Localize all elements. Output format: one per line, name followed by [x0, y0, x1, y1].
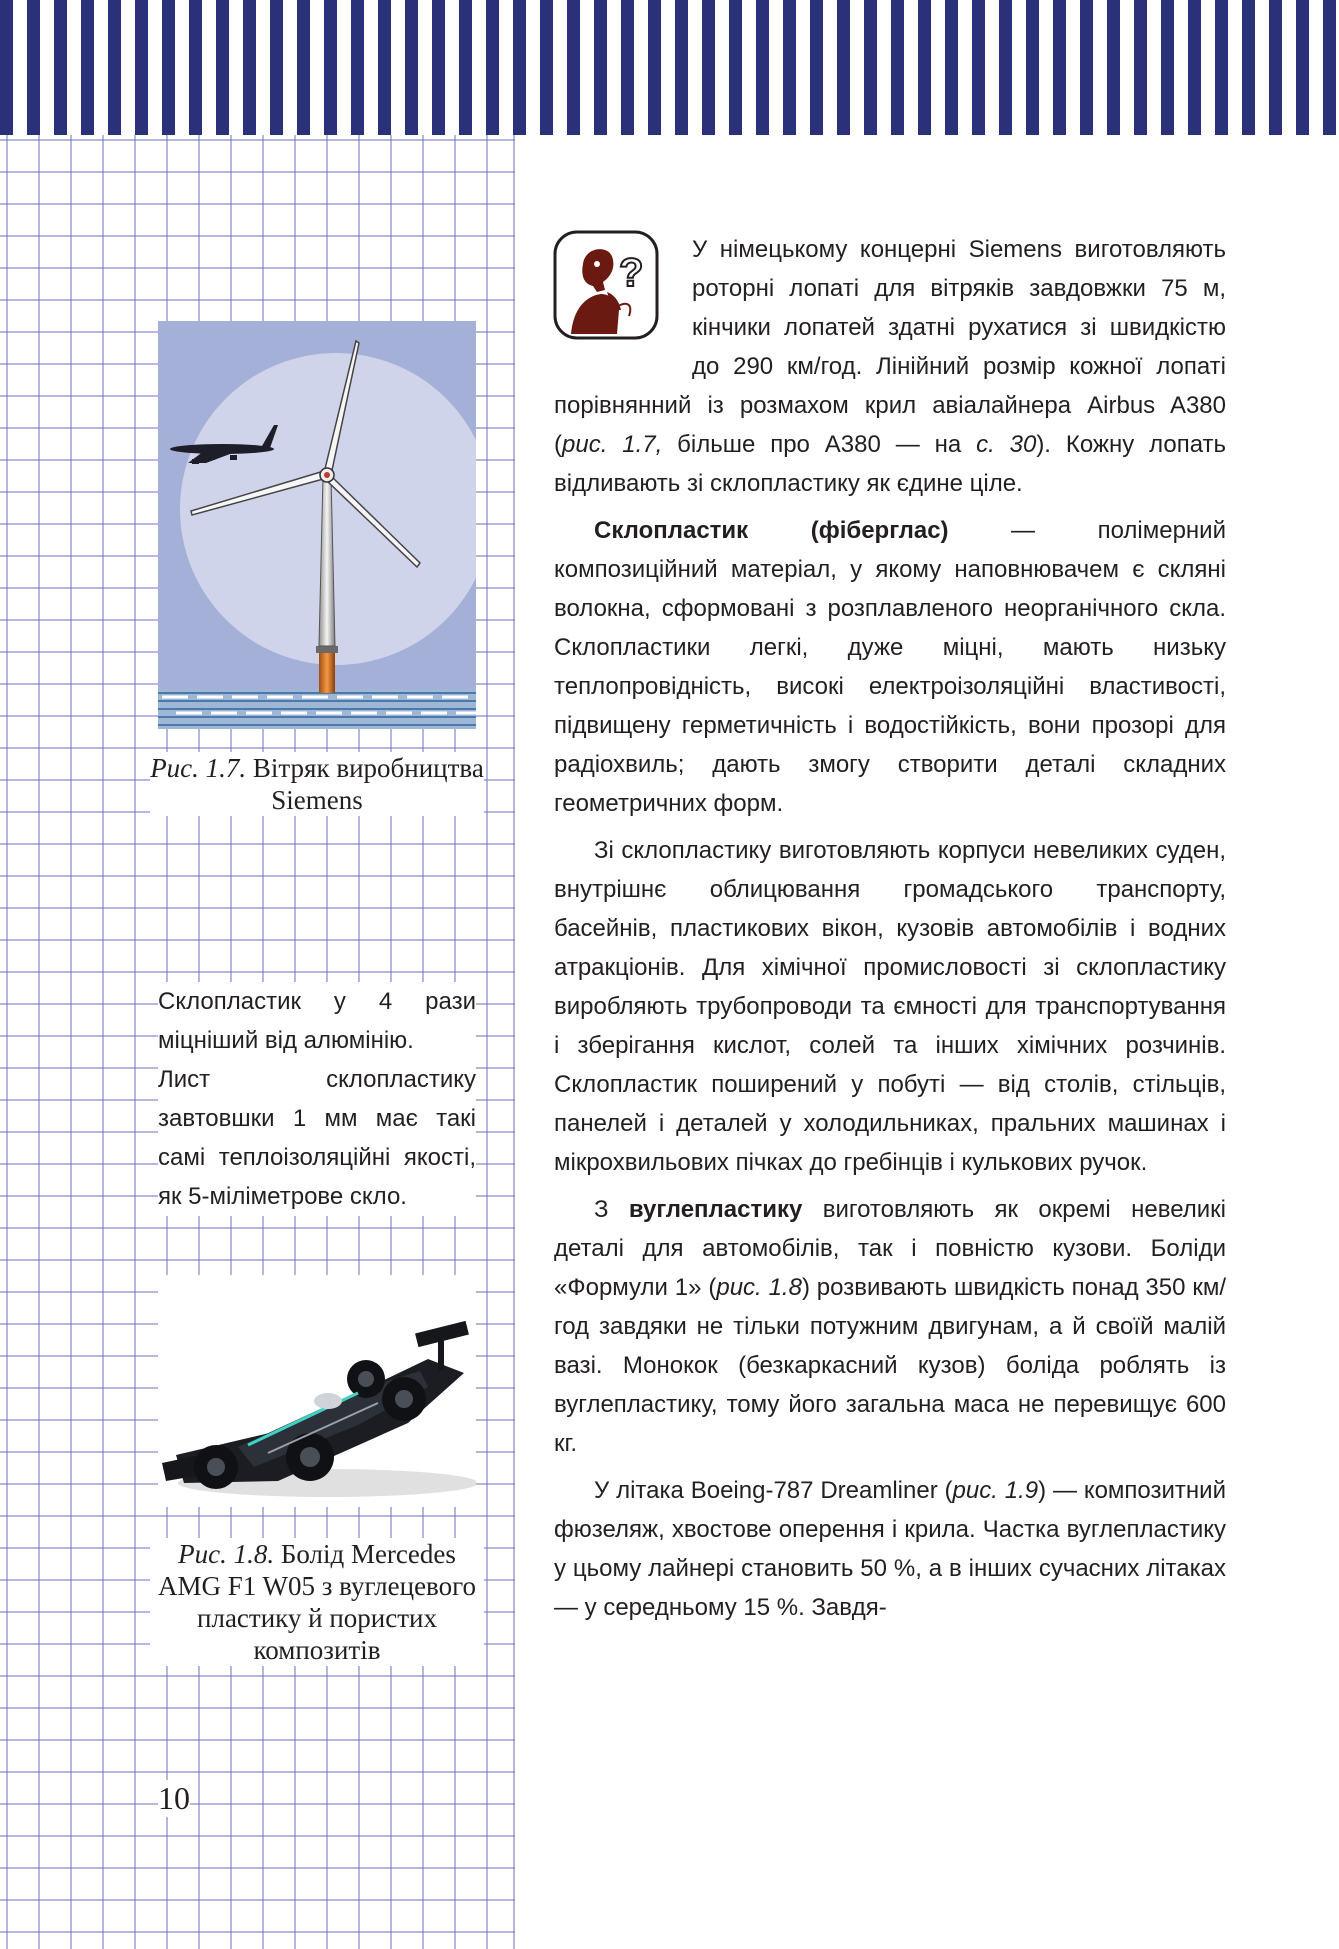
figure-1-7-caption: [150, 752, 484, 816]
figure-1-8-text: Болід Mercedes AMG F1 W05 з вуглецевого пластику й пористих композитів: [157, 1539, 477, 1665]
question-mark-glyph: ?: [619, 251, 644, 295]
side-note: [158, 982, 476, 1216]
f1-car-illustration: [158, 1275, 476, 1507]
paragraph-4-part-c: ) розвивають швидкість понад 350 км/год завдяки не тільки потужним двигунам, а й своїй малій вазі. Монокок (безкаркасний кузов) боліда роблять із вуглепластику, тому його загальна маса не перевищує 600 кг.: [554, 1274, 1226, 1457]
paragraph-1-part-c: ). Кожну лопать відливають зі склопластику як єдине ціле.: [554, 431, 1227, 497]
figure-f1-car: [158, 1275, 476, 1507]
paragraph-5-part-a: У літака Boeing-787 Dreamliner (: [594, 1477, 953, 1504]
figure-wind-turbine: [158, 321, 476, 729]
icon-float-spacer: [554, 230, 692, 386]
paragraph-4: [554, 1190, 1226, 1463]
figure-1-7-label: Рис. 1.7.: [150, 753, 247, 783]
figure-ref-1-7: рис. 1.7,: [562, 431, 663, 458]
side-note-line-1: Склопластик у 4 рази міцніший від алюмінію.: [158, 988, 476, 1054]
paragraph-2: [554, 511, 1226, 823]
paragraph-5-part-b: ) — композитний фюзеляж, хвостове оперення і крила. Частка вуглепластику у цьому лайнері становить 50 %, а в інших сучасних літаках — у середньому 15 %. Завдя-: [554, 1477, 1226, 1621]
figure-1-7-text: Вітряк виробництва Siemens: [252, 753, 484, 815]
main-text-column: [554, 230, 1226, 1627]
page-number: 10: [158, 1780, 190, 1816]
figure-1-8-caption: [150, 1538, 484, 1666]
top-stripe-band: [0, 0, 1339, 135]
page-ref-30: с. 30: [976, 431, 1037, 458]
term-fiberglass: Склопластик (фіберглас): [594, 517, 949, 544]
term-carbon-plastic: вуглепластику: [628, 1196, 803, 1223]
paragraph-4-part-b: виготовляють як окремі невеликі деталі для автомобілів, так і повністю кузови. Боліди «Формули 1» (: [554, 1196, 1227, 1301]
figure-ref-1-9: рис. 1.9: [952, 1477, 1039, 1504]
paragraph-2-body: — полімерний композиційний матеріал, у якому наповнювачем є скляні волокна, сформовані з розплавленого неорганічного скла. Склопластики легкі, дуже міцні, мають низьку теплопровідність, високі електроізоляційні властивості, підвищену герметичність і водостійкість, вони прозорі для радіохвиль; дають змогу створити деталі складних геометричних форм.: [554, 517, 1226, 817]
paragraph-1-part-b: більше про A380 — на: [662, 431, 977, 458]
paragraph-5: [554, 1471, 1226, 1627]
side-note-line-2: Лист склопластику завтовшки 1 мм має такі самі теплоізоляційні якості, як 5-міліметрове скло.: [158, 1066, 476, 1210]
figure-ref-1-8: рис. 1.8: [716, 1274, 802, 1301]
paragraph-1-part-a: У німецькому концерні Siemens виготовляють роторні лопаті для вітряків завдовжки 75 м, кінчики лопатей здатні рухатися зі швидкістю до 290 км/год. Лінійний розмір кожної лопаті порівнянний із розмахом крил авіалайнера Airbus A380 (: [554, 236, 1226, 458]
wind-turbine-illustration: [158, 321, 476, 729]
paragraph-4-part-a: З: [594, 1196, 629, 1223]
paragraph-3: Зі склопластику виготовляють корпуси невеликих суден, внутрішнє облицювання громадського транспорту, басейнів, пластикових вікон, кузовів автомобілів і водних атракціонів. Для хімічної промисловості зі склопластику виробляють трубопроводи та ємності для транспортування і зберігання кислот, солей та інших хімічних розчинів. Склопластик поширений у побуті — від столів, стільців, панелей і деталей у холодильниках, пральних машинах і мікрохвильових пічках до гребінців і кулькових ручок.: [554, 837, 1226, 1176]
figure-1-8-label: Рис. 1.8.: [178, 1539, 275, 1569]
